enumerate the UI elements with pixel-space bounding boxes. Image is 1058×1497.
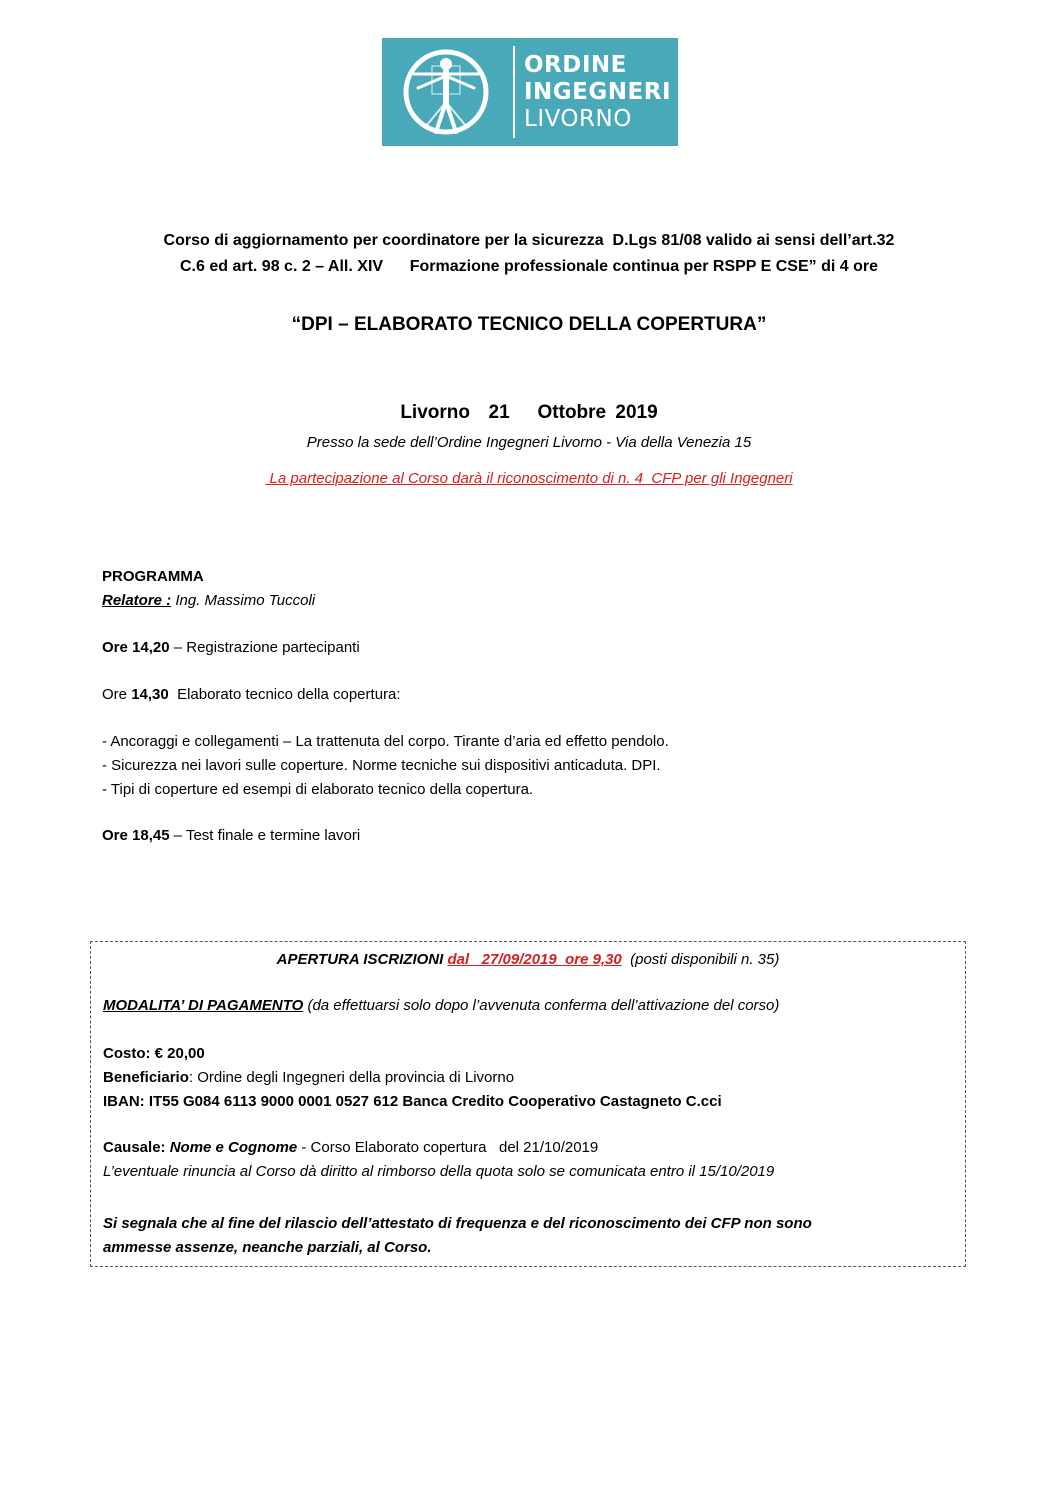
vitruvian-man-icon (396, 44, 496, 140)
program-item-lecture (102, 683, 401, 707)
logo-line-ordine: ORDINE (524, 52, 627, 78)
logo-line-ingegneri: INGEGNERI (524, 79, 672, 105)
cost-line: Costo: € 20,00 (103, 1045, 205, 1062)
program-time: Ore 18,45 (102, 827, 170, 844)
cfp-notice: La partecipazione al Corso darà il riconoscimento di n. 4 CFP per gli Ingegneri (265, 470, 793, 487)
course-header (0, 228, 1058, 280)
program-bullets (102, 730, 669, 802)
registration-seats: (posti disponibili n. 35) (621, 951, 780, 968)
registration-info-box (90, 941, 966, 1267)
registration-line (91, 948, 965, 972)
program-text: – Test finale e termine lavori (169, 827, 361, 844)
speaker-name: Ing. Massimo Tuccoli (171, 592, 316, 609)
logo-text (524, 52, 671, 133)
course-title: “DPI – ELABORATO TECNICO DELLA COPERTURA” (291, 314, 767, 335)
program-item-registration (102, 636, 360, 660)
list-item: - Ancoraggi e collegamenti – La trattenuta del corpo. Tirante d’aria ed effetto pendolo. (102, 733, 669, 750)
program-text: – Registrazione partecipanti (169, 639, 360, 656)
program-time: 14,30 (131, 686, 169, 703)
logo-divider (513, 46, 515, 138)
causale-line (103, 1136, 598, 1160)
causale-name: Nome e Cognome (169, 1139, 298, 1156)
speaker-line (102, 589, 315, 613)
payment-label: MODALITA’ DI PAGAMENTO (103, 997, 304, 1014)
event-venue: Presso la sede dell’Ordine Ingegneri Livorno - Via della Venezia 15 (306, 434, 752, 451)
event-date: Livorno 21 Ottobre 2019 (400, 402, 658, 423)
beneficiary-value: : Ordine degli Ingegneri della provincia di Livorno (188, 1069, 515, 1086)
causale-label: Causale: (103, 1139, 170, 1156)
program-time: Ore 14,20 (102, 639, 170, 656)
iban-line: IBAN: IT55 G084 6113 9000 0001 0527 612 Banca Credito Cooperativo Castagneto C.cci (103, 1093, 722, 1110)
list-item: - Sicurezza nei lavori sulle coperture. Norme tecniche sui dispositivi anticaduta. DPI. (102, 757, 661, 774)
payment-note: (da effettuarsi solo dopo l’avvenuta conferma dell’attivazione del corso) (303, 997, 780, 1014)
beneficiary-line (103, 1066, 514, 1090)
course-header-line1: Corso di aggiornamento per coordinatore per la sicurezza D.Lgs 81/08 valido ai sensi dell’art.32 (163, 232, 895, 249)
logo-line-livorno: LIVORNO (524, 106, 632, 132)
causale-text: - Corso Elaborato copertura del 21/10/2019 (297, 1139, 599, 1156)
attendance-note-line1: Si segnala che al fine del rilascio dell’attestato di frequenza e del riconoscimento dei CFP non sono (103, 1215, 812, 1232)
program-text: Elaborato tecnico della copertura: (168, 686, 401, 703)
course-header-line2: C.6 ed art. 98 c. 2 – All. XIV Formazione professionale continua per RSPP E CSE” di 4 ore (180, 258, 878, 275)
list-item: - Tipi di coperture ed esempi di elaborato tecnico della copertura. (102, 781, 534, 798)
refund-note: L’eventuale rinuncia al Corso dà diritto al rimborso della quota solo se comunicata entro il 15/10/2019 (103, 1163, 775, 1180)
attendance-note-line2: ammesse assenze, neanche parziali, al Corso. (103, 1239, 432, 1256)
speaker-label: Relatore : (102, 592, 172, 609)
program-item-final (102, 824, 360, 848)
beneficiary-label: Beneficiario (103, 1069, 189, 1086)
payment-line (103, 994, 779, 1018)
program-time-prefix: Ore (102, 686, 132, 703)
registration-label: APERTURA ISCRIZIONI (276, 951, 444, 968)
ordine-ingegneri-logo (382, 38, 678, 146)
registration-date: dal 27/09/2019 ore 9,30 (447, 951, 622, 968)
program-heading: PROGRAMMA (102, 568, 204, 585)
